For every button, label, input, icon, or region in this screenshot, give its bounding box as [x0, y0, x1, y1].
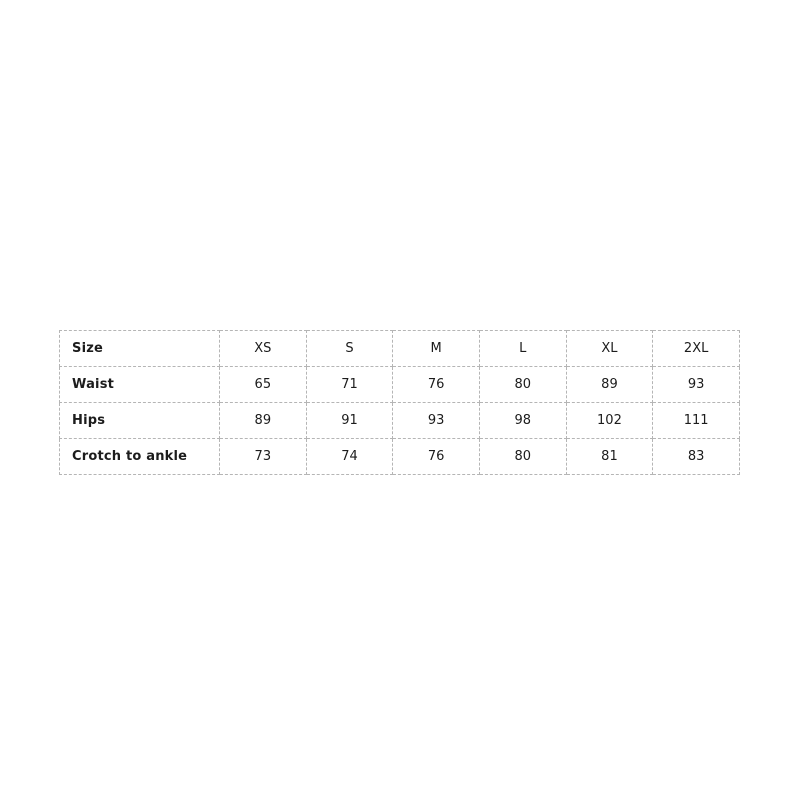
hips-value-s: 91 [306, 403, 393, 439]
row-label-size: Size [60, 331, 220, 367]
hips-value-m: 93 [393, 403, 480, 439]
crotch-to-ankle-value-l: 80 [479, 439, 566, 475]
size-header-s: S [306, 331, 393, 367]
table-row-waist [60, 367, 740, 403]
waist-value-m: 76 [393, 367, 480, 403]
crotch-to-ankle-value-xs: 73 [220, 439, 307, 475]
size-header-2xl: 2XL [653, 331, 740, 367]
crotch-to-ankle-value-s: 74 [306, 439, 393, 475]
hips-value-xl: 102 [566, 403, 653, 439]
size-header-m: M [393, 331, 480, 367]
waist-value-xl: 89 [566, 367, 653, 403]
crotch-to-ankle-value-xl: 81 [566, 439, 653, 475]
table-row-hips [60, 403, 740, 439]
table-row-crotch-to-ankle [60, 439, 740, 475]
size-header-xs: XS [220, 331, 307, 367]
waist-value-xs: 65 [220, 367, 307, 403]
size-header-xl: XL [566, 331, 653, 367]
crotch-to-ankle-value-2xl: 83 [653, 439, 740, 475]
size-table [59, 330, 740, 475]
row-label-hips: Hips [60, 403, 220, 439]
size-chart-table [59, 330, 740, 475]
waist-value-2xl: 93 [653, 367, 740, 403]
row-label-crotch-to-ankle: Crotch to ankle [60, 439, 220, 475]
waist-value-s: 71 [306, 367, 393, 403]
row-label-waist: Waist [60, 367, 220, 403]
hips-value-xs: 89 [220, 403, 307, 439]
size-header-l: L [479, 331, 566, 367]
hips-value-l: 98 [479, 403, 566, 439]
waist-value-l: 80 [479, 367, 566, 403]
crotch-to-ankle-value-m: 76 [393, 439, 480, 475]
table-header-row [60, 331, 740, 367]
hips-value-2xl: 111 [653, 403, 740, 439]
